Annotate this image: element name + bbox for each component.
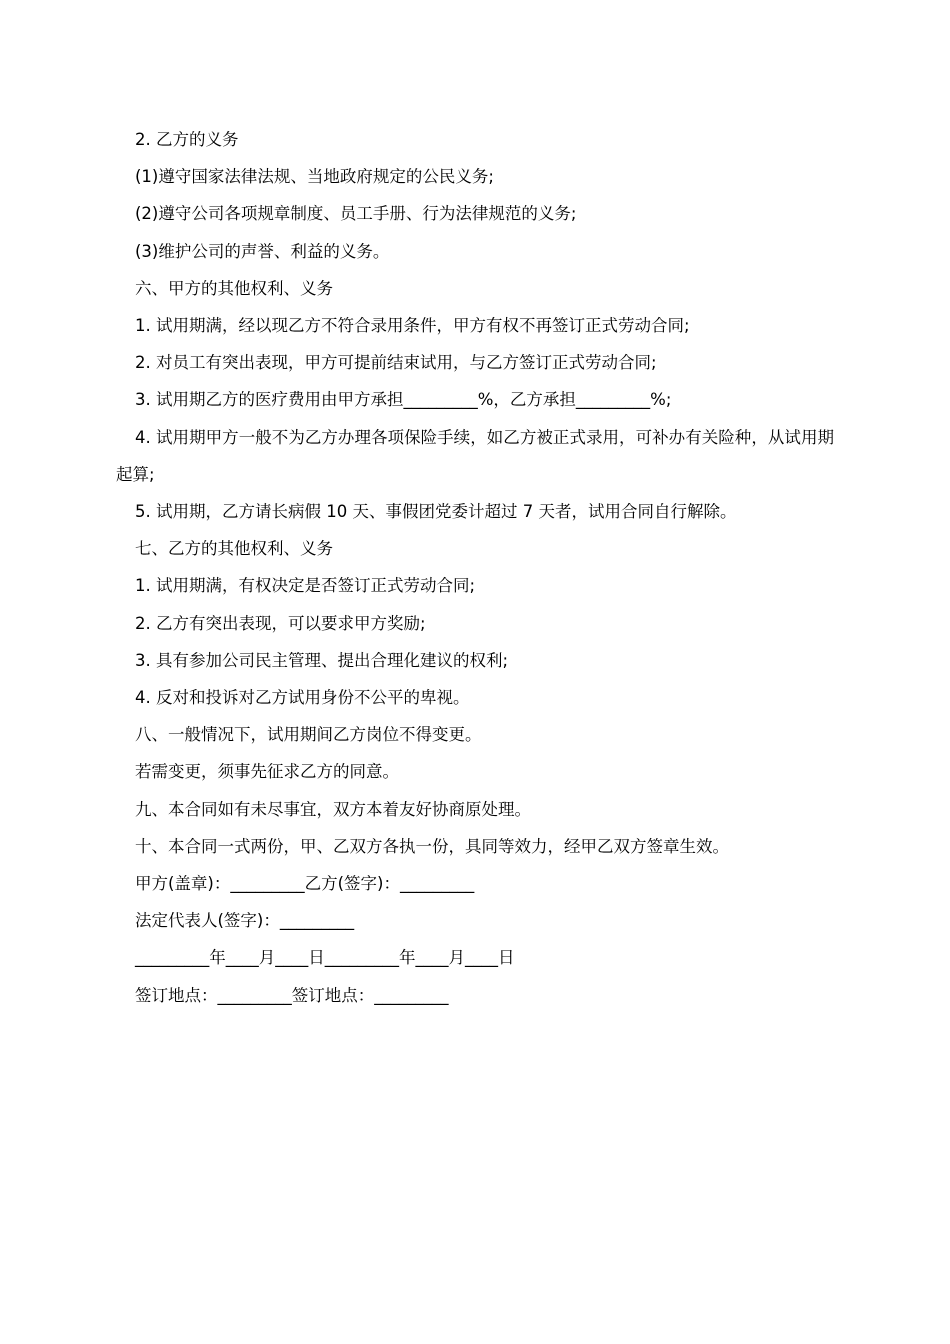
list-item: (2)遵守公司各项规章制度、员工手册、行为法律规范的义务; bbox=[135, 204, 577, 224]
contract-body bbox=[116, 121, 834, 1014]
list-item-medical-cost: 3. 试用期乙方的医疗费用由甲方承担_________%，乙方承担_________%; bbox=[135, 390, 672, 410]
list-item: (1)遵守国家法律法规、当地政府规定的公民义务; bbox=[135, 167, 494, 187]
list-item: 1. 试用期满，经以现乙方不符合录用条件，甲方有权不再签订正式劳动合同; bbox=[135, 316, 690, 336]
section-heading-nine: 九、本合同如有未尽事宜，双方本着友好协商原处理。 bbox=[135, 799, 531, 819]
section-heading-six: 六、甲方的其他权利、义务 bbox=[135, 278, 333, 298]
section-heading-eight: 八、一般情况下，试用期间乙方岗位不得变更。 bbox=[135, 725, 482, 745]
list-item: 4. 反对和投诉对乙方试用身份不公平的卑视。 bbox=[135, 688, 470, 708]
signing-location-line: 签订地点：_________签订地点：_________ bbox=[135, 985, 449, 1005]
section-heading-seven: 七、乙方的其他权利、义务 bbox=[135, 539, 333, 559]
list-item: 3. 具有参加公司民主管理、提出合理化建议的权利; bbox=[135, 650, 509, 670]
list-item: (3)维护公司的声誉、利益的义务。 bbox=[135, 241, 390, 261]
list-item: 1. 试用期满，有权决定是否签订正式劳动合同; bbox=[135, 576, 476, 596]
list-item-insurance: 4. 试用期甲方一般不为乙方办理各项保险手续，如乙方被正式录用，可补办有关险种，从试用期起算; bbox=[116, 427, 834, 484]
date-line: _________年____月____日_________年____月____日 bbox=[135, 948, 515, 968]
list-item: 2. 对员工有突出表现，甲方可提前结束试用，与乙方签订正式劳动合同; bbox=[135, 353, 657, 373]
signature-line-parties: 甲方(盖章)：_________乙方(签字)：_________ bbox=[135, 874, 475, 894]
list-item: 5. 试用期，乙方请长病假 10 天、事假团党委计超过 7 天者，试用合同自行解除。 bbox=[135, 502, 737, 522]
paragraph: 若需变更，须事先征求乙方的同意。 bbox=[135, 762, 399, 782]
signature-line-legal-rep: 法定代表人(签字)：_________ bbox=[135, 911, 355, 931]
section-heading-ten: 十、本合同一式两份，甲、乙双方各执一份，具同等效力，经甲乙双方签章生效。 bbox=[135, 836, 729, 856]
list-item: 2. 乙方有突出表现，可以要求甲方奖励; bbox=[135, 613, 426, 633]
section-heading-party-b-obligations: 2. 乙方的义务 bbox=[135, 130, 239, 149]
